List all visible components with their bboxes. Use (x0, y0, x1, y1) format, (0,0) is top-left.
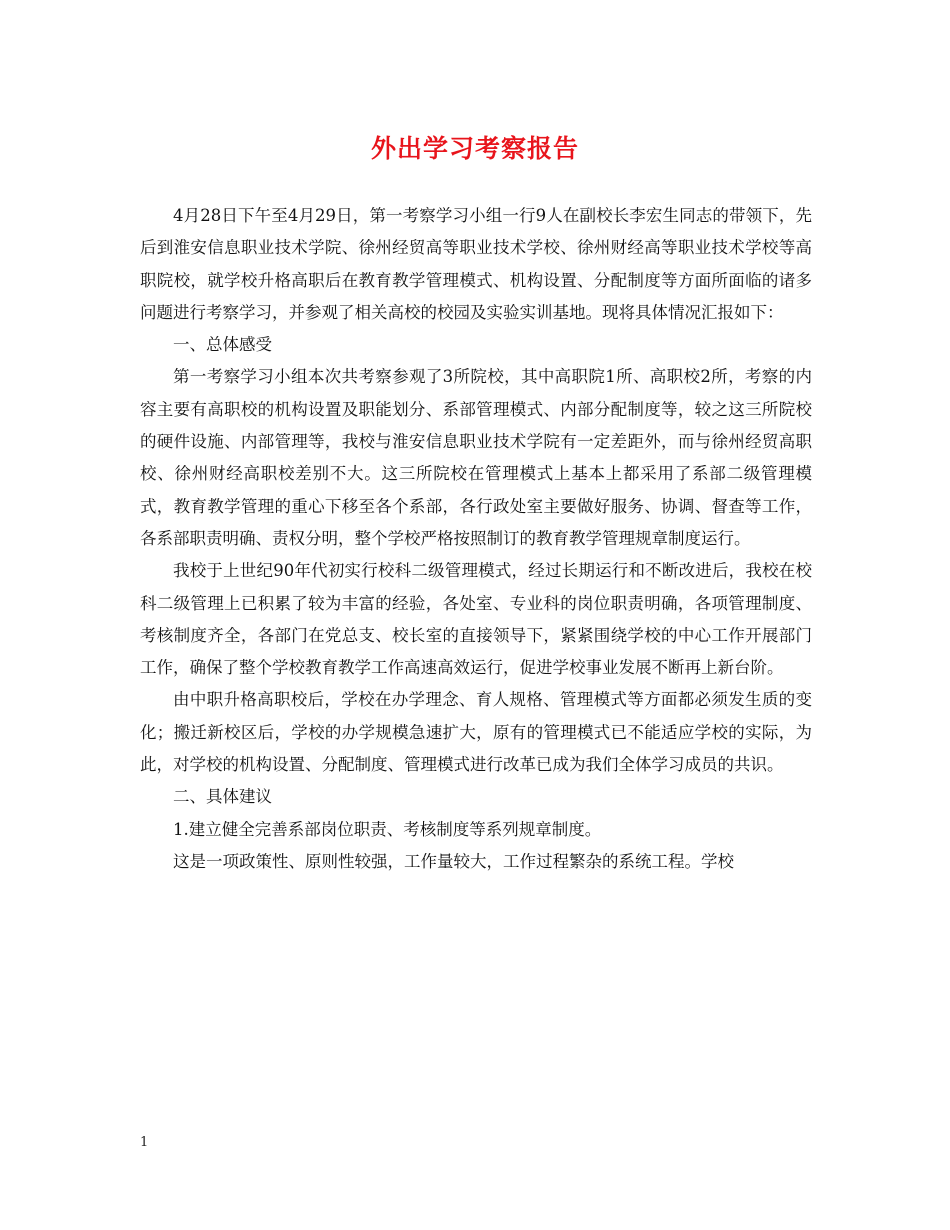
page-number: 1 (140, 1135, 149, 1150)
paragraph-overall-1: 第一考察学习小组本次共考察参观了3所院校，其中高职院1所、高职校2所，考察的内容主要有高职校的机构设置及职能划分、系部管理模式、内部分配制度等，较之这三所院校的硬件设施、内部管理等，我校与淮安信息职业技术学院有一定差距外，而与徐州经贸高职校、徐州财经高职校差别不大。这三所院校在管理模式上基本上都采用了系部二级管理模式，教育教学管理的重心下移至各个系部，各行政处室主要做好服务、协调、督查等工作，各系部职责明确、责权分明，整个学校严格按照制订的教育教学管理规章制度运行。 (140, 367, 812, 548)
section-heading-suggestions: 二、具体建议 (173, 787, 272, 807)
document-title: 外出学习考察报告 (370, 134, 579, 163)
paragraph-suggestion-1: 这是一项政策性、原则性较强，工作量较大，工作过程繁杂的系统工程。学校 (173, 851, 734, 871)
paragraph-overall-3: 由中职升格高职校后，学校在办学理念、育人规格、管理模式等方面都必须发生质的变化；搬迁新校区后，学校的办学规模急速扩大，原有的管理模式已不能适应学校的实际，为此，对学校的机构设置、分配制度、管理模式进行改革已成为我们全体学习成员的共识。 (140, 690, 812, 775)
suggestion-item-1: 1.建立健全完善系部岗位职责、考核制度等系列规章制度。 (173, 819, 602, 839)
document-body (140, 200, 812, 878)
section-heading-overall: 一、总体感受 (173, 335, 272, 355)
paragraph-overall-2: 我校于上世纪90年代初实行校科二级管理模式，经过长期运行和不断改进后，我校在校科二级管理上已积累了较为丰富的经验，各处室、专业科的岗位职责明确，各项管理制度、考核制度齐全，各部门在党总支、校长室的直接领导下，紧紧围绕学校的中心工作开展部门工作，确保了整个学校教育教学工作高速高效运行，促进学校事业发展不断再上新台阶。 (140, 561, 812, 678)
paragraph-intro: 4月28日下午至4月29日，第一考察学习小组一行9人在副校长李宏生同志的带领下，先后到淮安信息职业技术学院、徐州经贸高等职业技术学校、徐州财经高等职业技术学校等高职院校，就学校升格高职后在教育教学管理模式、机构设置、分配制度等方面所面临的诸多问题进行考察学习，并参观了相关高校的校园及实验实训基地。现将具体情况汇报如下： (140, 206, 812, 322)
